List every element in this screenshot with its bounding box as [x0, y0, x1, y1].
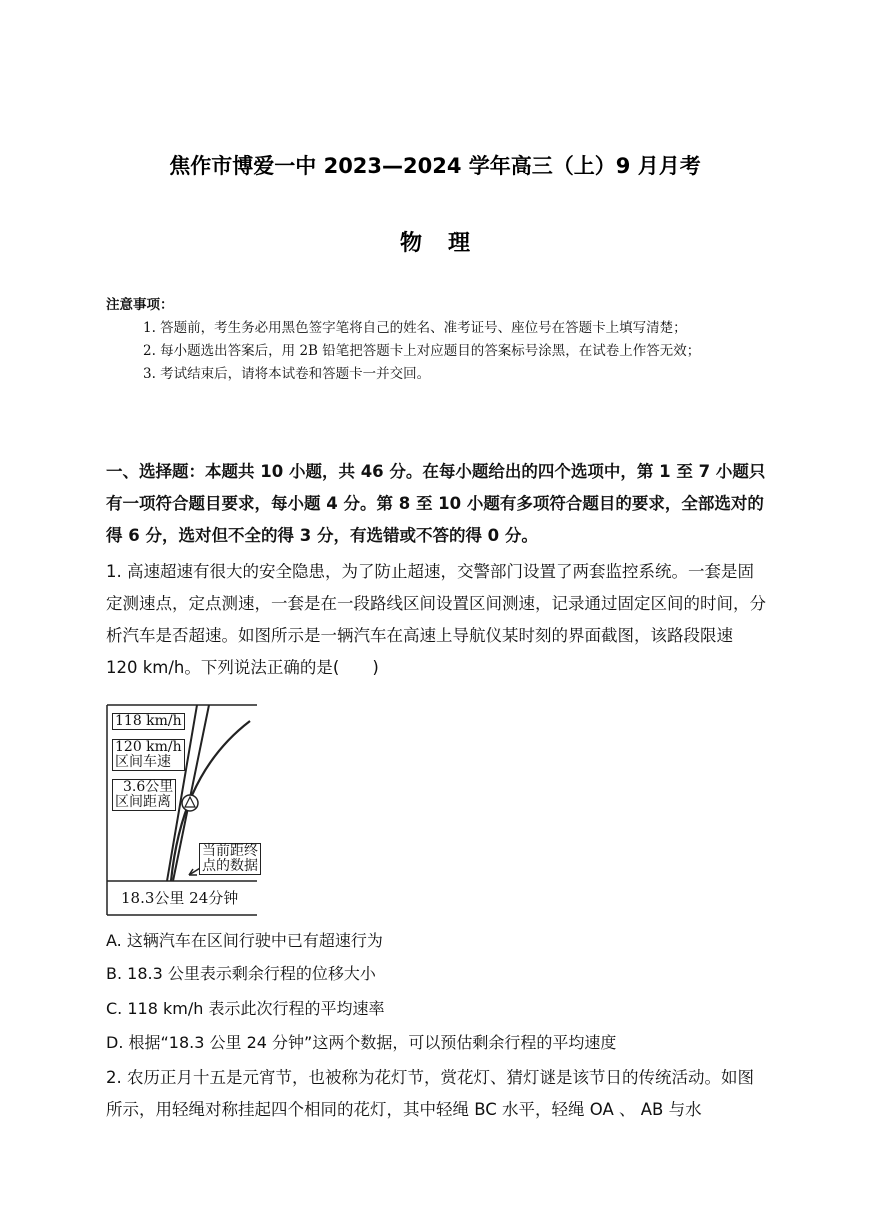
option-a: A. 这辆汽车在区间行驶中已有超速行为	[106, 931, 383, 950]
option-d: D. 根据“18.3 公里 24 分钟”这两个数据，可以预估剩余行程的平均速度	[106, 1033, 617, 1052]
remaining-note-line1: 当前距终	[202, 843, 258, 859]
question-2-stem: 2. 农历正月十五是元宵节，也被称为花灯节，赏花灯、猜灯谜是该节日的传统活动。如图所示，用轻绳对称挂起四个相同的花灯，其中轻绳 BC 水平，轻绳 OA 、 AB 与水	[106, 1068, 754, 1119]
notice-heading: 注意事项：	[106, 297, 174, 313]
average-speed-label: 区间车速	[115, 754, 171, 770]
exam-title: 焦作市博爱一中 2023—2024 学年高三（上）9 月月考	[169, 154, 701, 178]
option-b: B. 18.3 公里表示剩余行程的位移大小	[106, 964, 376, 983]
section-distance-value: 3.6公里	[123, 779, 174, 795]
option-c: C. 118 km/h 表示此次行程的平均速率	[106, 999, 385, 1018]
remaining-note-box	[199, 843, 261, 875]
section-distance-box	[112, 779, 176, 811]
average-speed-value: 120 km/h	[115, 739, 182, 755]
average-speed-box	[112, 739, 185, 771]
notice-item: 1. 答题前，考生务必用黑色签字笔将自己的姓名、准考证号、座位号在答题卡上填写清楚；	[143, 320, 687, 336]
section-distance-label: 区间距离	[115, 794, 171, 810]
notice-item: 3. 考试结束后，请将本试卷和答题卡一并交回。	[143, 366, 431, 382]
notice-block	[106, 294, 776, 386]
question-1-stem: 1. 高速超速有很大的安全隐患，为了防止超速，交警部门设置了两套监控系统。一套是固定测速点，定点测速，一套是在一段路线区间设置区间测速，记录通过固定区间的时间，分析汽车是否超速。如图所示是一辆汽车在高速上导航仪某时刻的界面截图，该路段限速 120 km/h。下列说法正确的是( )	[106, 562, 766, 677]
remaining-distance-time: 18.3公里 24分钟	[121, 889, 239, 907]
notice-item: 2. 每小题选出答案后，用 2B 铅笔把答题卡上对应题目的答案标号涂黑，在试卷上作答无效；	[143, 343, 701, 359]
navigation-screenshot-figure	[105, 703, 265, 918]
remaining-note-line2: 点的数据	[202, 858, 258, 874]
subject-title: 物理	[399, 231, 496, 256]
current-speed-label: 118 km/h	[112, 713, 185, 730]
section-intro: 一、选择题：本题共 10 小题，共 46 分。在每小题给出的四个选项中，第 1 至 7 小题只有一项符合题目要求，每小题 4 分。第 8 至 10 小题有多项符合题目的要求，全部选对的得 6 分，选对但不全的得 3 分，有选错或不答的得 0 分。	[106, 462, 766, 545]
